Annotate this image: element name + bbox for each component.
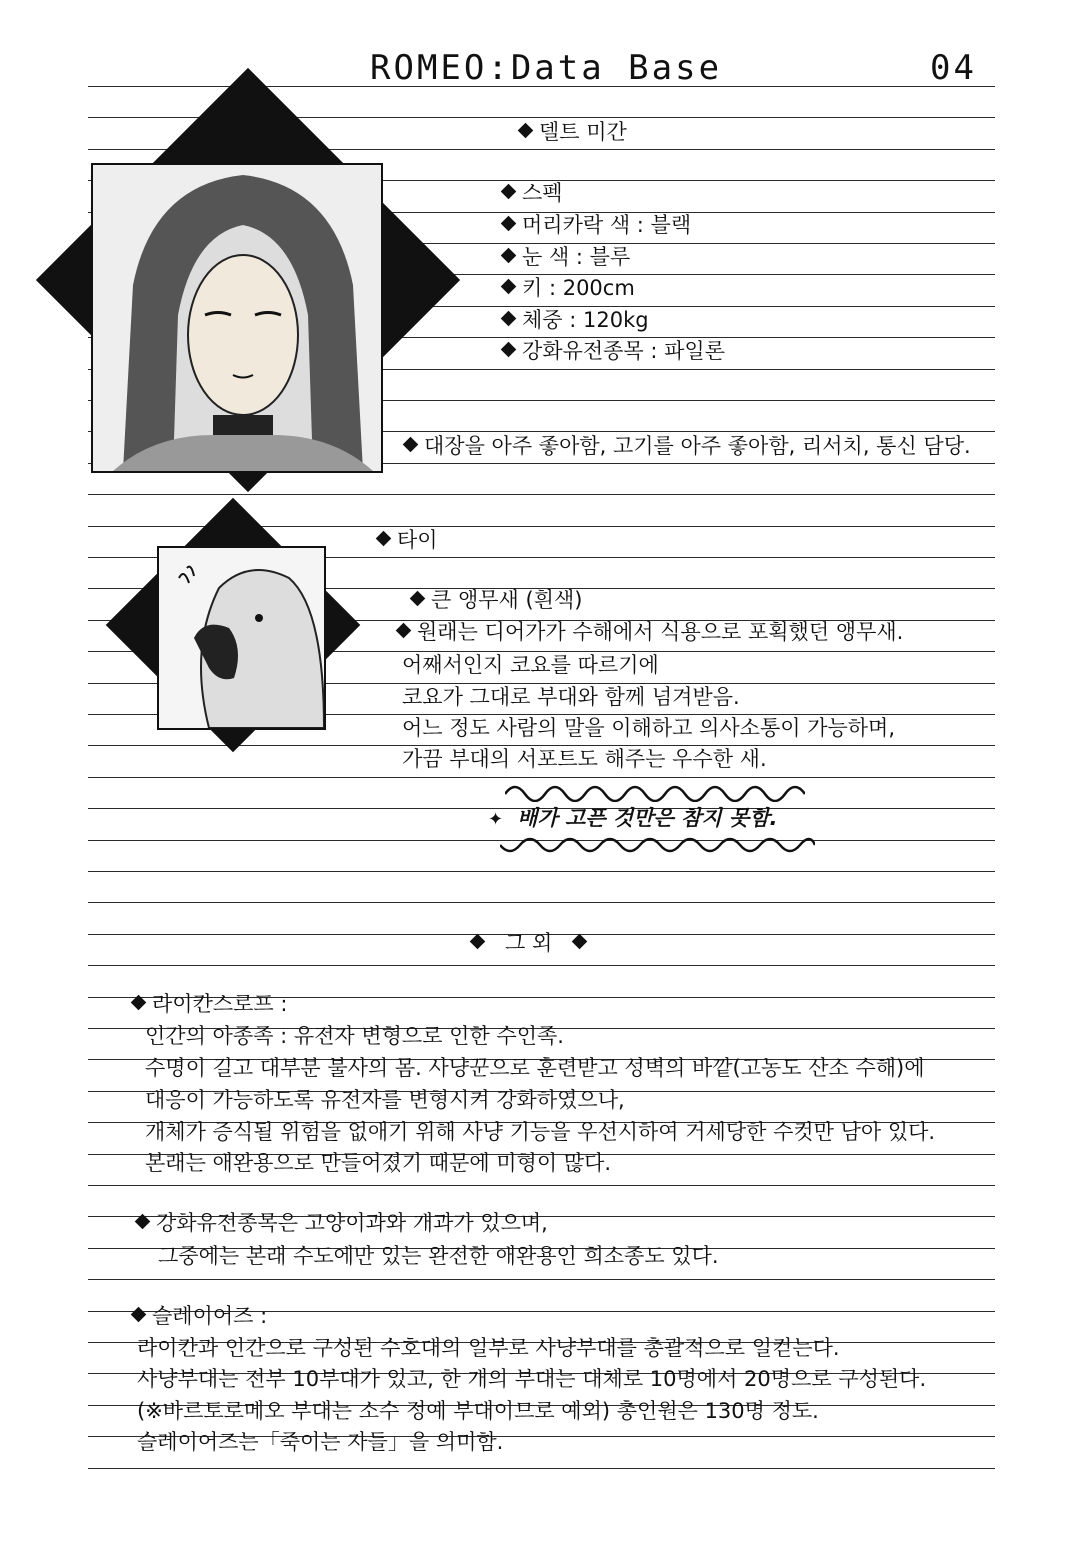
slayers-title	[133, 1306, 267, 1327]
slayers-line-2: 사냥부대는 전부 10부대가 있고, 한 개의 부대는 대체로 10명에서 20명으로 구성된다.	[137, 1367, 927, 1391]
star-icon: ✦	[488, 809, 504, 830]
wavy-underline-bottom	[500, 835, 815, 859]
bullet-icon	[501, 216, 517, 232]
lycan-line-3: 대응이 가능하도록 유전자를 변형시켜 강화하였으나,	[145, 1088, 625, 1112]
delt-gene	[503, 341, 725, 362]
delt-portrait	[91, 163, 383, 473]
tai-line-1-text: 원래는 디어가가 수해에서 식용으로 포획했던 앵무새.	[417, 620, 904, 644]
bullet-icon	[403, 437, 419, 453]
tai-name-text: 타이	[397, 528, 438, 552]
bullet-icon	[131, 995, 147, 1011]
delt-note-text: 대장을 아주 좋아함, 고기를 아주 좋아함, 리서치, 통신 담당.	[424, 434, 971, 458]
bullet-icon	[501, 248, 517, 264]
delt-height-text: 키 : 200cm	[522, 276, 635, 300]
bullet-icon	[135, 1214, 151, 1230]
lycan-title-text: 라이칸스로프 :	[152, 992, 288, 1016]
gene-line-2: 그중에는 본래 수도에만 있는 완전한 애완용인 희소종도 있다.	[158, 1244, 719, 1268]
bullet-icon	[501, 311, 517, 327]
lycan-line-4: 개체가 증식될 위험을 없애기 위해 사냥 기능을 우선시하여 거세당한 수컷만 남아 있다.	[145, 1120, 936, 1144]
bullet-icon	[501, 279, 517, 295]
tai-line-1	[398, 622, 903, 643]
lycan-line-2: 수명이 길고 대부분 불사의 몸. 사냥꾼으로 훈련받고 성벽의 바깥(고농도 산소 수해)에	[145, 1056, 925, 1080]
delt-height	[503, 278, 635, 299]
ruled-line	[88, 902, 995, 903]
ruled-line	[88, 1185, 995, 1186]
bullet-icon	[376, 531, 392, 547]
bullet-icon	[518, 123, 534, 139]
delt-weight-text: 체중 : 120kg	[522, 308, 649, 332]
slayers-line-4: 슬레이어즈는「죽이는 자들」을 의미함.	[137, 1430, 504, 1454]
tai-name	[378, 530, 438, 551]
delt-eyes-text: 눈 색 : 블루	[522, 245, 631, 269]
delt-hair-text: 머리카락 색 : 블랙	[522, 213, 692, 237]
ruled-line	[88, 1279, 995, 1280]
tai-line-4: 어느 정도 사람의 말을 이해하고 의사소통이 가능하며,	[402, 716, 896, 740]
wavy-underline-top	[505, 776, 805, 802]
tai-highlight-text: 배가 고픈 것만은 참지 못함.	[517, 806, 778, 830]
tai-line-3: 코요가 그대로 부대와 함께 넘겨받음.	[402, 685, 740, 709]
ruled-line	[88, 745, 995, 746]
tai-highlight	[488, 808, 777, 829]
lycan-line-5: 본래는 애완용으로 만들어졌기 때문에 미형이 많다.	[145, 1151, 612, 1175]
page-number: 04	[930, 48, 977, 88]
parrot-portrait	[157, 546, 326, 730]
bullet-icon	[410, 591, 426, 607]
slayers-line-3: (※바르토로메오 부대는 소수 정예 부대이므로 예외) 총인원은 130명 정도.	[137, 1399, 819, 1423]
delt-name-text: 델트 미간	[539, 120, 627, 144]
delt-name	[520, 122, 627, 143]
bullet-icon	[396, 623, 412, 639]
ruled-line	[88, 965, 995, 966]
slayers-title-text: 슬레이어즈 :	[152, 1304, 268, 1328]
page-title: ROMEO:Data Base	[370, 48, 723, 88]
bullet-icon	[572, 934, 588, 950]
bullet-icon	[470, 934, 486, 950]
tai-type	[412, 590, 582, 611]
gene-line-1-text: 강화유전종목은 고양이과와 개과가 있으며,	[156, 1211, 548, 1235]
other-heading-text: 그 외	[505, 931, 553, 955]
delt-note	[405, 436, 971, 457]
ruled-line	[88, 871, 995, 872]
delt-weight	[503, 310, 649, 331]
slayers-line-1: 라이칸과 인간으로 구성된 수호대의 일부로 사냥부대를 총괄적으로 일컫는다.	[137, 1336, 840, 1360]
tai-line-5: 가끔 부대의 서포트도 해주는 우수한 새.	[402, 747, 767, 771]
delt-eyes	[503, 247, 630, 268]
delt-hair	[503, 215, 691, 236]
delt-spec-label	[503, 183, 563, 204]
gene-line-1	[137, 1213, 548, 1234]
ruled-line	[88, 494, 995, 495]
lycan-title	[133, 994, 287, 1015]
bullet-icon	[501, 184, 517, 200]
tai-type-text: 큰 앵무새 (흰색)	[431, 588, 583, 612]
lycan-line-1: 인간의 아종족 : 유전자 변형으로 인한 수인족.	[145, 1024, 564, 1048]
delt-spec-text: 스펙	[522, 181, 563, 205]
bullet-icon	[131, 1307, 147, 1323]
bullet-icon	[501, 342, 517, 358]
delt-gene-text: 강화유전종목 : 파일론	[522, 339, 725, 363]
other-heading	[472, 933, 593, 954]
ruled-line	[88, 1468, 995, 1469]
tai-line-2: 어째서인지 코요를 따르기에	[402, 653, 659, 677]
